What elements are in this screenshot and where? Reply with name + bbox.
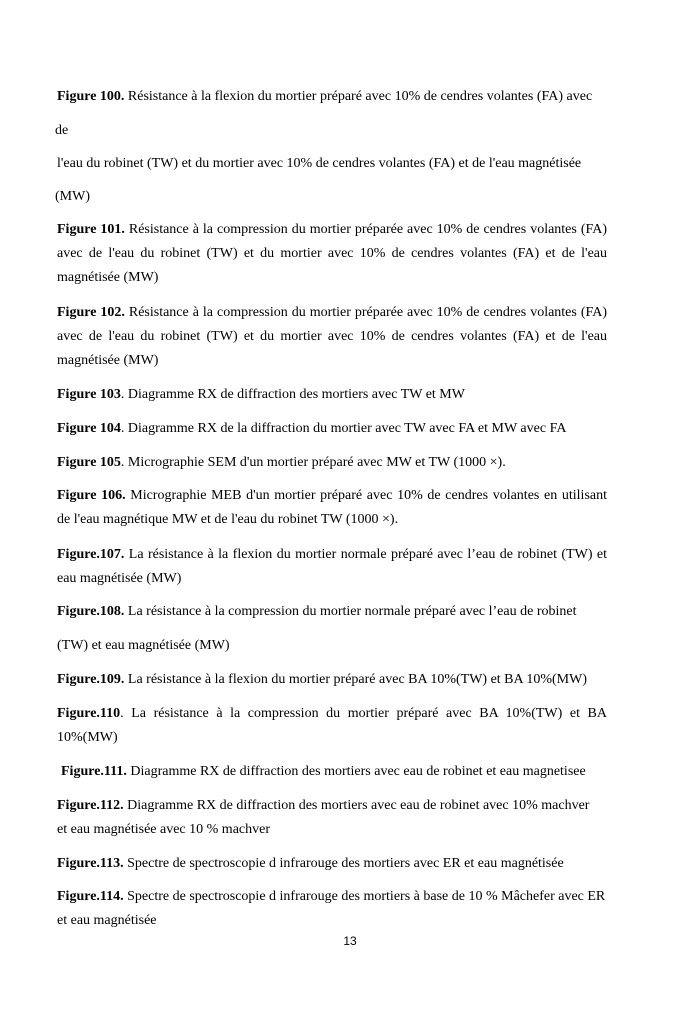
figure-label: Figure 103 [57, 387, 121, 402]
figure-label: Figure.108. [57, 604, 125, 619]
figure-label: Figure 105 [57, 455, 121, 470]
figure-caption-line: . La résistance à la compression du mortier préparé avec BA 10%(TW) et BA [120, 706, 607, 721]
figure-caption-line: et eau magnétisée [57, 913, 157, 928]
figure-label: Figure.112. [57, 798, 124, 813]
figure-caption-line: Résistance à la compression du mortier préparée avec 10% de cendres volantes (FA) [124, 305, 608, 320]
figure-caption-line: Résistance à la compression du mortier préparée avec 10% de cendres volantes (FA) [124, 222, 608, 237]
figure-caption-line: . Micrographie SEM d'un mortier préparé avec MW et TW (1000 ×). [120, 455, 506, 470]
figure-label: Figure.109. [57, 672, 125, 687]
figure-label: Figure 106. [57, 488, 126, 503]
figure-entry-106 [57, 487, 607, 505]
figure-label: Figure.111. [61, 764, 127, 779]
figure-caption-line: (TW) et eau magnétisée (MW) [57, 638, 230, 653]
figure-caption-line: magnétisée (MW) [57, 270, 159, 285]
figure-label: Figure.107. [57, 547, 125, 562]
figure-entry-102 [57, 304, 607, 322]
figure-label: Figure 100. [57, 89, 125, 104]
figure-caption-line: . Diagramme RX de diffraction des mortiers avec TW et MW [120, 387, 465, 402]
figure-caption-line: magnétisée (MW) [57, 353, 159, 368]
figure-label: Figure 101. [57, 222, 125, 237]
figure-caption-line: de [55, 123, 69, 138]
figure-caption-line: La résistance à la flexion du mortier préparé avec BA 10%(TW) et BA 10%(MW) [124, 672, 588, 687]
figure-label: Figure.110 [57, 706, 121, 721]
figure-entry-111 [61, 763, 586, 781]
figure-entry-107 [57, 546, 607, 564]
figure-caption-line: (MW) [55, 189, 90, 204]
figure-caption-line: Diagramme RX de diffraction des mortiers avec eau de robinet et eau magnetisee [126, 764, 586, 779]
figure-caption-line: Spectre de spectroscopie d infrarouge des mortiers avec ER et eau magnétisée [123, 856, 564, 871]
figure-caption-line: Spectre de spectroscopie d infrarouge des mortiers à base de 10 % Mâchefer avec ER [123, 889, 606, 904]
figure-label: Figure.114. [57, 889, 124, 904]
figure-caption-line: La résistance à la flexion du mortier normale préparé avec l’eau de robinet (TW) et [124, 547, 607, 562]
figure-entry-100 [57, 88, 592, 106]
figure-caption-line: eau magnétisée (MW) [57, 571, 182, 586]
figure-caption-line: . Diagramme RX de la diffraction du mortier avec TW avec FA et MW avec FA [120, 421, 567, 436]
figure-entry-114 [57, 888, 605, 906]
figure-entry-112 [57, 797, 589, 815]
figure-caption-line: Résistance à la flexion du mortier préparé avec 10% de cendres volantes (FA) avec [124, 89, 593, 104]
figure-caption-line: l'eau du robinet (TW) et du mortier avec 10% de cendres volantes (FA) et de l'eau magnétisée [57, 156, 582, 171]
figure-entry-104 [57, 420, 566, 438]
figure-label: Figure.113. [57, 856, 124, 871]
figure-label: Figure 102. [57, 305, 125, 320]
figure-caption-line: et eau magnétisée avec 10 % machver [57, 822, 271, 837]
figure-caption-line: La résistance à la compression du mortier normale préparé avec l’eau de robinet [124, 604, 577, 619]
figure-caption-line: avec de l'eau du robinet (TW) et du mortier avec 10% de cendres volantes (FA) et de l'eau [57, 246, 607, 261]
figure-entry-101 [57, 221, 607, 239]
figure-entry-103 [57, 386, 465, 404]
figure-entry-110 [57, 705, 607, 723]
figure-caption-line: 10%(MW) [57, 730, 118, 745]
figure-entry-113 [57, 855, 564, 873]
figure-caption-line: Micrographie MEB d'un mortier préparé avec 10% de cendres volantes en utilisant [125, 488, 608, 503]
figure-caption-line: Diagramme RX de diffraction des mortiers avec eau de robinet avec 10% machver [123, 798, 590, 813]
figure-caption-line: de l'eau magnétique MW et de l'eau du robinet TW (1000 ×). [57, 512, 399, 527]
figure-entry-109 [57, 671, 587, 689]
page-number: 13 [343, 934, 357, 948]
figure-entry-108 [57, 603, 576, 621]
figure-label: Figure 104 [57, 421, 121, 436]
figure-entry-105 [57, 454, 506, 472]
figure-caption-line: avec de l'eau du robinet (TW) et du mortier avec 10% de cendres volantes (FA) et de l'eau [57, 329, 607, 344]
